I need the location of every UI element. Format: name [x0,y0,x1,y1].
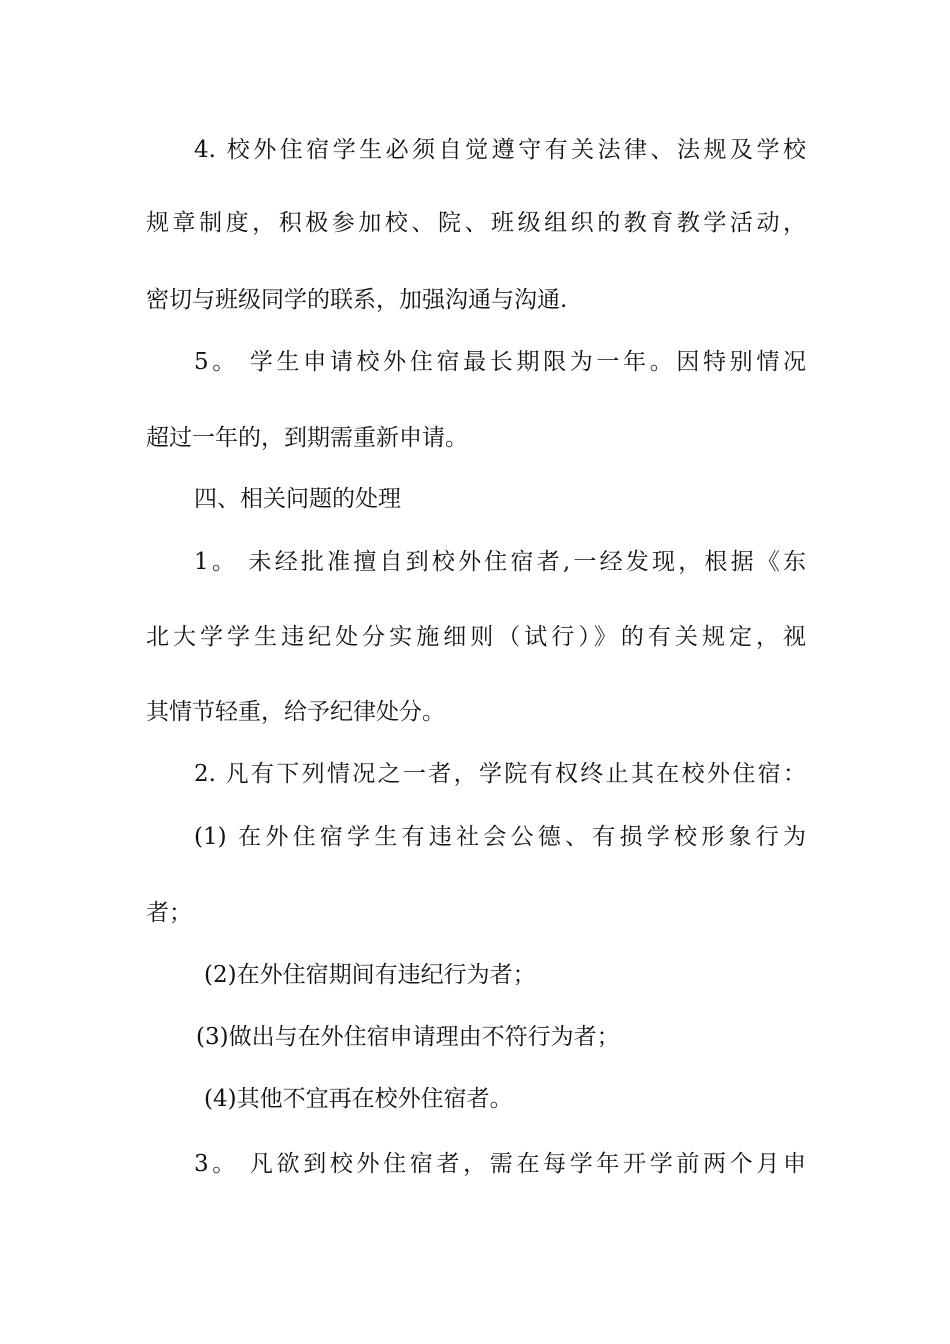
item-2-line-1: 2. 凡有下列情况之一者，学院有权终止其在校外住宿： [194,761,806,787]
section-heading: 四、相关问题的处理 [194,486,401,512]
paragraph-4-line-3: 密切与班级同学的联系，加强沟通与沟通. [146,287,568,313]
item-1-line-2: 北大学学生违纪处分实施细则（试行）》的有关规定，视 [146,624,806,650]
subitem-1-line-1: (1) 在外住宿学生有违社会公德、有损学校形象行为 [194,824,806,850]
subitem-1-line-2: 者； [146,900,192,926]
subitem-2: (2)在外住宿期间有违纪行为者； [204,962,536,988]
paragraph-5-line-1: 5。 学生申请校外住宿最长期限为一年。因特别情况 [194,349,806,375]
item-3-line-1: 3。 凡欲到校外住宿者，需在每学年开学前两个月申 [194,1151,806,1177]
paragraph-4-line-1: 4. 校外住宿学生必须自觉遵守有关法律、法规及学校 [194,137,806,163]
paragraph-4-line-2: 规章制度，积极参加校、院、班级组织的教育教学活动， [146,210,806,236]
item-1-line-1: 1。 未经批准擅自到校外住宿者,一经发现，根据《东 [194,549,806,575]
paragraph-5-line-2: 超过一年的，到期需重新申请。 [146,425,468,451]
subitem-3: (3)做出与在外住宿申请理由不符行为者； [196,1024,620,1050]
item-1-line-3: 其情节轻重，给予纪律处分。 [146,699,445,725]
subitem-4: (4)其他不宜再在校外住宿者。 [204,1086,513,1112]
